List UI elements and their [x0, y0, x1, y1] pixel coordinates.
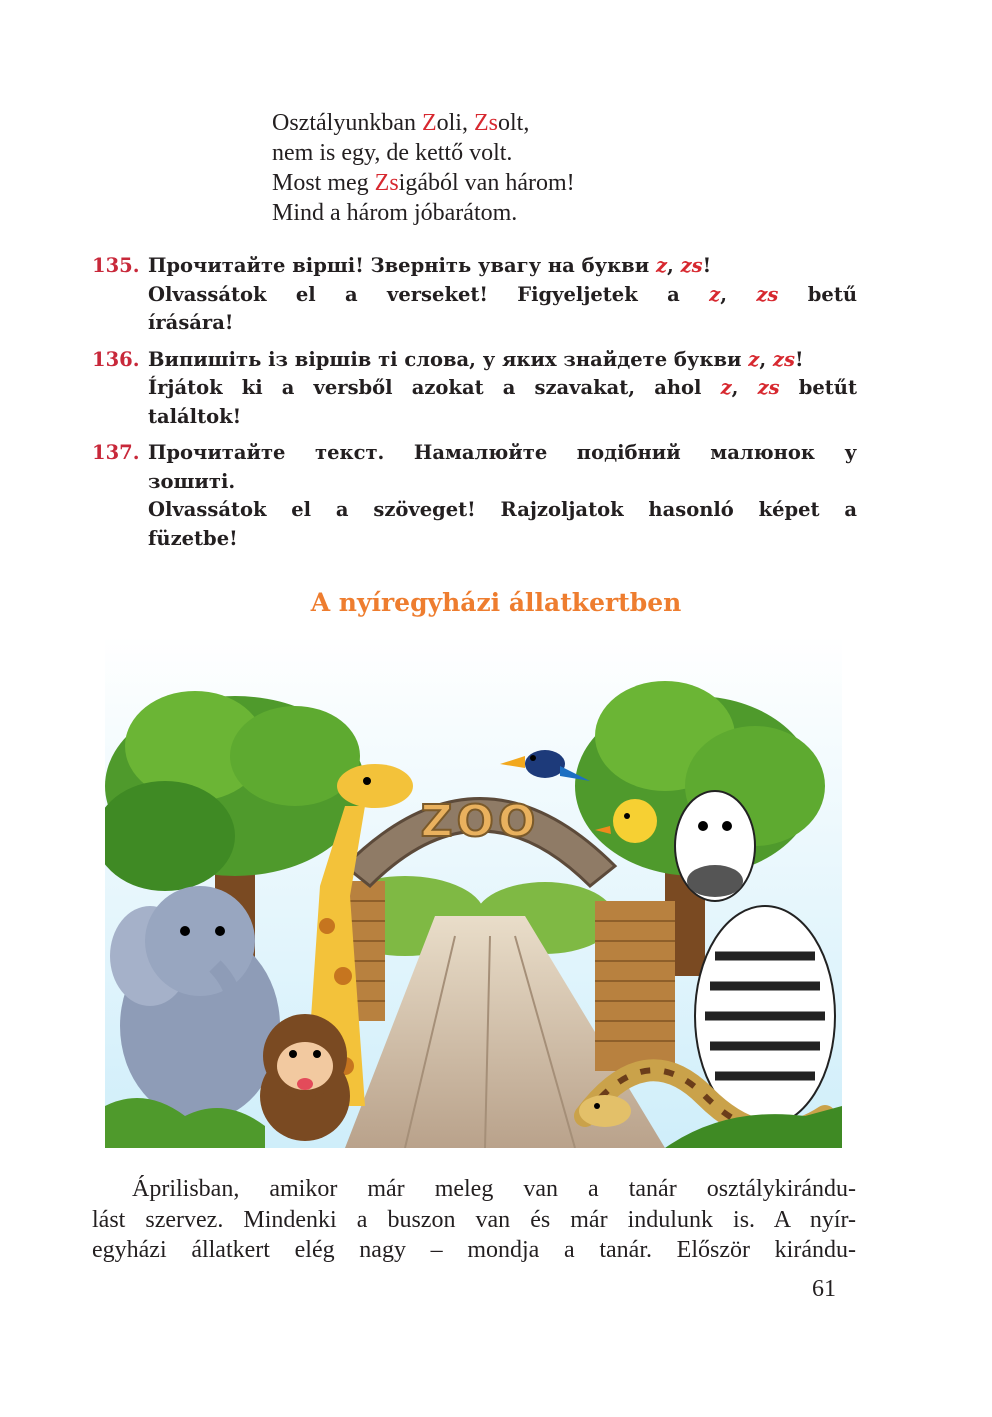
highlight-letter: Z [421, 110, 437, 136]
poem-line-3: Most meg Zsigából van három! [272, 170, 575, 196]
poem-line-4: Mind a három jóbarátom. [272, 200, 518, 226]
brick-wall-right [595, 901, 675, 1071]
story-title: A nyíregyházi állatkertben [310, 588, 682, 617]
task-ukrainian-text: Випишіть із віршів ті слова, у яких знайдете букви z, zs! [148, 347, 804, 371]
task-number: 137. [92, 441, 140, 464]
story-line-3: egyházi állatkert elég nagy – mondja a tanár. Először kirándu- [92, 1237, 856, 1263]
page-number: 61 [812, 1276, 836, 1302]
story-line-1: Áprilisban, amikor már meleg van a tanár osztálykirándu- [132, 1176, 856, 1202]
poem-line-1: Osztályunkban Zoli, Zsolt, [272, 110, 530, 136]
task-136 [92, 346, 857, 432]
story-text [92, 1174, 856, 1266]
highlight-letter: Zs [473, 110, 498, 136]
task-hungarian-text: Olvassátok el a verseket! Figyeljetek a z, zs betű [148, 282, 858, 306]
task-hungarian-text-cont: írására! [148, 311, 234, 334]
task-135 [92, 252, 857, 338]
task-hungarian-text: Olvassátok el a szöveget! Rajzoljatok hasonló képet a [148, 498, 857, 521]
task-ukrainian-text: Прочитайте вірші! Зверніть увагу на букви z, zs! [148, 254, 712, 277]
task-list [92, 252, 857, 561]
monkey [260, 1014, 350, 1141]
task-hungarian-text: Írjátok ki a versből azokat a szavakat, ahol z, zs betűt [148, 376, 857, 399]
task-number: 135. [92, 254, 140, 277]
task-hungarian-text-cont: találtok! [148, 404, 242, 428]
task-137 [92, 439, 857, 553]
poem [272, 108, 575, 228]
zoo-illustration [105, 636, 842, 1148]
task-hungarian-text-cont: füzetbe! [148, 526, 238, 550]
zoo-sign-text: ZOO [420, 796, 540, 847]
task-number: 136. [92, 347, 140, 371]
highlight-letter: Zs [374, 170, 399, 196]
story-line-2: lást szervez. Mindenki a buszon van és már indulunk is. A nyír- [92, 1206, 856, 1233]
task-ukrainian-text-cont: зошиті. [148, 469, 236, 493]
task-ukrainian-text: Прочитайте текст. Намалюйте подібний малюнок у [148, 441, 857, 464]
poem-line-2: nem is egy, de kettő volt. [272, 140, 513, 166]
